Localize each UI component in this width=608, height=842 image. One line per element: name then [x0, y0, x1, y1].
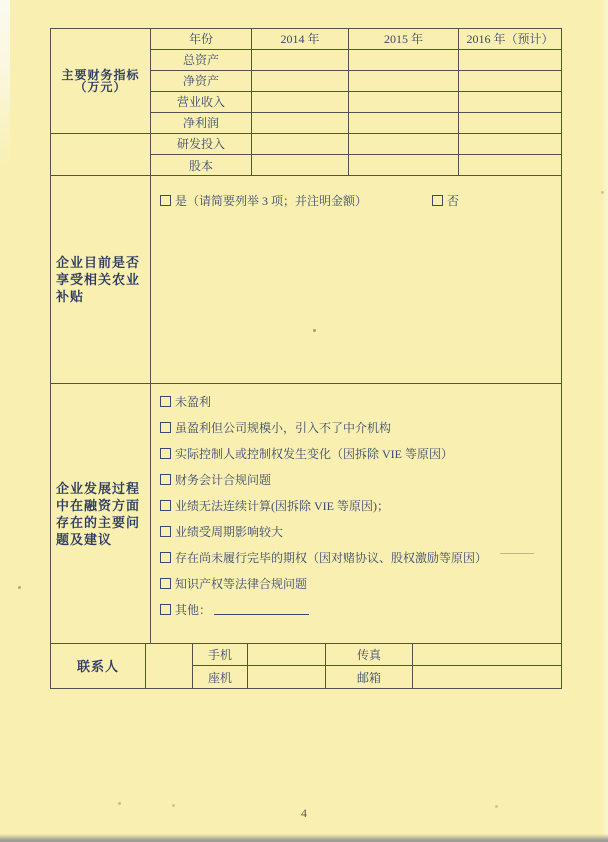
problem-option-accounting-compliance[interactable] [160, 466, 561, 492]
financial-value-cell[interactable] [252, 50, 348, 71]
financial-indicators-section [51, 29, 561, 176]
subsidy-yes-label: 是（请简要列举 3 项；并注明金额） [175, 194, 368, 208]
row-label-rd-investment: 研发投入 [151, 134, 251, 155]
page-number: 4 [301, 806, 307, 820]
col-header-2015: 2015 年 [349, 29, 458, 50]
financial-2016-column [459, 29, 561, 175]
contact-name-cell[interactable] [146, 644, 193, 688]
mobile-value-cell[interactable] [248, 644, 325, 666]
subsidy-label-line2: 享受相关农业 [56, 272, 141, 287]
scan-speck [313, 329, 316, 332]
subsidy-no-option[interactable] [432, 192, 459, 209]
scan-edge-bottom [0, 834, 608, 842]
col-header-2014: 2014 年 [252, 29, 348, 50]
financial-label-cell [51, 29, 150, 134]
landline-label: 座机 [207, 670, 232, 685]
row-label-share-capital: 股本 [188, 158, 213, 173]
problem-option-cyclical-impact[interactable] [160, 518, 561, 544]
col-header-2016: 2016 年（预计） [459, 29, 561, 50]
checkbox-icon[interactable] [160, 396, 171, 407]
checkbox-icon[interactable] [160, 578, 171, 589]
contact-field-labels-left [193, 644, 248, 688]
financing-problems-section [51, 384, 561, 644]
problem-option-unfulfilled-options[interactable] [160, 544, 561, 570]
problem-option-label: 实际控制人或控制权发生变化（因拆除 VIE 等原因） [175, 446, 453, 461]
subsidy-answer-area[interactable] [151, 176, 561, 383]
contact-values-left [248, 644, 326, 688]
financial-value-cell[interactable] [349, 50, 458, 71]
financial-value-cell[interactable] [459, 71, 561, 92]
enterprise-survey-form [50, 28, 562, 689]
email-label: 邮箱 [356, 670, 381, 685]
checkbox-icon[interactable] [160, 422, 171, 433]
subsidy-label-line3: 补贴 [56, 289, 85, 304]
checkbox-icon[interactable] [160, 448, 171, 459]
checkbox-icon[interactable] [160, 604, 171, 615]
problem-option-label: 业绩受周期影响较大 [175, 524, 284, 539]
fax-value-cell[interactable] [413, 644, 561, 666]
financial-value-cell[interactable] [252, 155, 348, 176]
landline-value-cell[interactable] [248, 666, 325, 688]
subsidy-yes-option[interactable] [160, 192, 367, 209]
financial-label-line1: 主要财务指标 [61, 68, 140, 82]
subsidy-no-label: 否 [447, 194, 460, 208]
problem-option-label: 虽盈利但公司规模小，引入不了中介机构 [175, 420, 392, 435]
problems-label-line4: 题及建议 [56, 531, 113, 547]
subsidy-section [51, 176, 561, 384]
financial-value-cell[interactable] [349, 113, 458, 134]
scan-speck [118, 802, 121, 805]
contact-values-right [413, 644, 561, 688]
problems-label-line3: 存在的主要问 [56, 514, 141, 530]
subsidy-options-row [160, 192, 561, 209]
subsidy-section-label [51, 176, 151, 383]
financial-value-cell[interactable] [349, 155, 458, 176]
problem-option-label: 其他： [175, 602, 212, 617]
scan-speck [18, 586, 21, 589]
row-label-net-profit: 净利润 [151, 113, 251, 134]
subsidy-label-line1: 企业目前是否 [56, 255, 141, 270]
financial-label-empty-cell [51, 134, 150, 176]
contact-field-labels-right [326, 644, 413, 688]
financial-value-cell[interactable] [459, 134, 561, 155]
financial-label-line2: （万元） [74, 80, 127, 94]
scan-edge-left [0, 0, 10, 170]
scan-edge-right [601, 0, 608, 842]
problem-option-small-scale[interactable] [160, 414, 561, 440]
checkbox-icon[interactable] [160, 195, 171, 206]
problem-option-label: 未盈利 [175, 394, 212, 409]
problems-section-label [51, 384, 151, 643]
checkbox-icon[interactable] [160, 500, 171, 511]
financial-value-cell[interactable] [252, 71, 348, 92]
problem-option-label: 知识产权等法律合规问题 [175, 576, 308, 591]
financial-value-cell[interactable] [459, 50, 561, 71]
problems-label-line2: 中在融资方面 [56, 497, 141, 513]
year-header-cell: 年份 [151, 29, 251, 50]
problems-checklist [151, 384, 561, 622]
email-value-cell[interactable] [413, 666, 561, 688]
financial-value-cell[interactable] [349, 92, 458, 113]
financial-2014-column [252, 29, 349, 175]
problem-option-performance-continuity[interactable] [160, 492, 561, 518]
contact-section [51, 644, 561, 688]
financial-value-cell[interactable] [252, 92, 348, 113]
scan-speck [601, 191, 604, 194]
financial-2015-column [349, 29, 459, 175]
other-fill-in-line[interactable] [214, 603, 309, 615]
financial-value-cell[interactable] [252, 134, 348, 155]
contact-label-cell: 联系人 [51, 644, 146, 688]
problem-option-label: 存在尚未履行完毕的期权（因对赌协议、股权激励等原因） [175, 550, 488, 565]
checkbox-icon[interactable] [432, 195, 443, 206]
financial-value-cell[interactable] [459, 155, 561, 176]
fax-label: 传真 [326, 644, 412, 666]
financial-value-cell[interactable] [252, 113, 348, 134]
checkbox-icon[interactable] [160, 474, 171, 485]
problems-checklist-area [151, 384, 561, 643]
financial-value-cell[interactable] [349, 134, 458, 155]
mobile-label: 手机 [193, 644, 247, 666]
row-label-net-assets: 净资产 [151, 71, 251, 92]
financial-value-cell[interactable] [459, 92, 561, 113]
scan-artifact-dash [500, 553, 534, 554]
checkbox-icon[interactable] [160, 526, 171, 537]
financial-label-column [51, 29, 151, 175]
financial-value-cell[interactable] [349, 71, 458, 92]
checkbox-icon[interactable] [160, 552, 171, 563]
problem-option-ip-compliance[interactable] [160, 570, 561, 596]
problem-option-other[interactable] [160, 596, 561, 622]
financial-rowheader-column [151, 29, 252, 175]
problem-option-not-profitable[interactable] [160, 388, 561, 414]
financial-value-cell[interactable] [459, 113, 561, 134]
problem-option-label: 业绩无法连续计算(因拆除 VIE 等原因)； [175, 498, 389, 513]
problems-label-line1: 企业发展过程 [56, 480, 141, 496]
row-label-revenue: 营业收入 [151, 92, 251, 113]
row-label-total-assets: 总资产 [151, 50, 251, 71]
problem-option-label: 财务会计合规问题 [175, 472, 272, 487]
problem-option-control-change[interactable] [160, 440, 561, 466]
